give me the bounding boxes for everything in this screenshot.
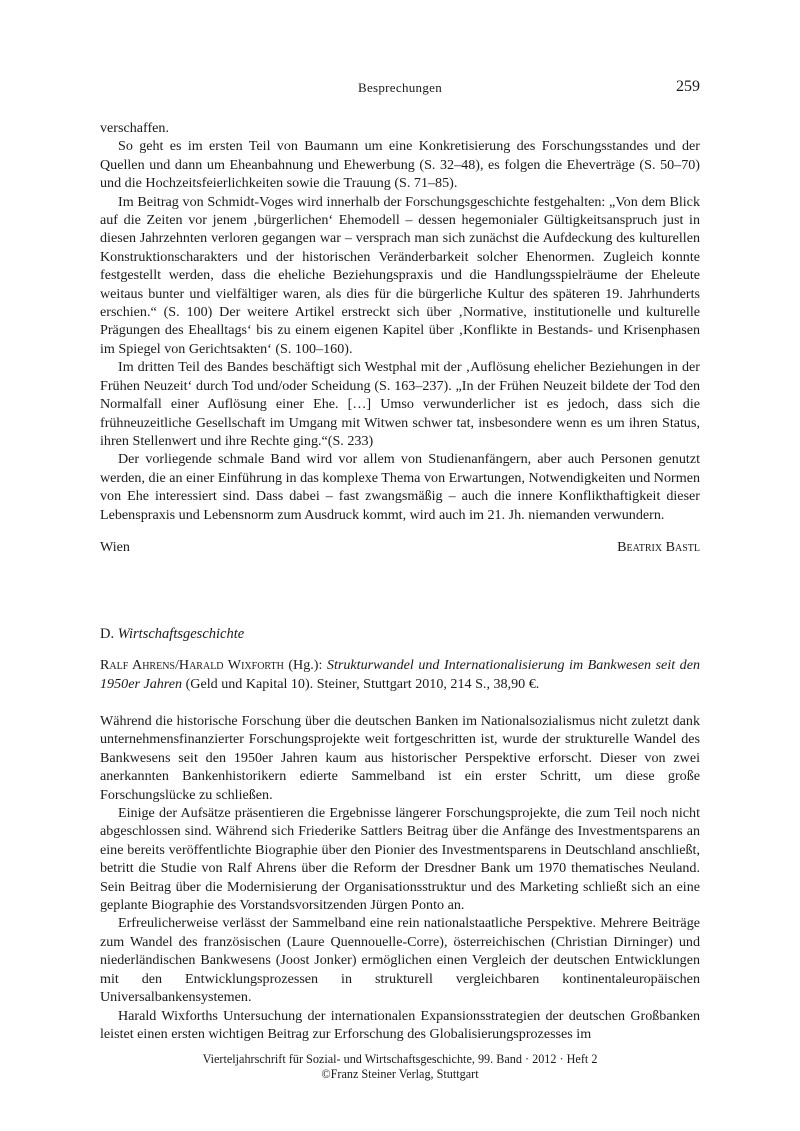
section-prefix: D. xyxy=(100,626,115,642)
review-body-previous xyxy=(100,119,700,524)
paragraph: Der vorliegende schmale Band wird vor allem von Studienanfängern, aber auch Personen genutzt werden, die an einer Einführung in das komplexe Thema von Erwartungen, Notwendigkeiten und Normen von Ehe interessiert sind. Dass dabei – fast zwangsmäßig – auch die innere Konflikthaftigkeit dieser Lebenspraxis und Lebensnorm zum Ausdruck kommt, wird auch im 21. Jh. niemanden verwundern. xyxy=(100,451,700,523)
signoff-author: Beatrix Bastl xyxy=(617,539,700,555)
running-title: Besprechungen xyxy=(357,80,443,95)
section-title: Wirtschaftsgeschichte xyxy=(117,626,245,642)
book-title: Strukturwandel und Internationalisierung im Bankwesen seit den 1950er Jahren xyxy=(100,657,701,692)
paragraph: Harald Wixforths Untersuchung der internationalen Expansionsstrategien der deutschen Großbanken leistet einen ersten wichtigen Beitrag zur Erforschung des Globalisierungsprozesses im xyxy=(100,1007,700,1042)
paragraph: Im dritten Teil des Bandes beschäftigt sich Westphal mit der ‚Auflösung ehelicher Beziehungen in der Frühen Neuzeit‘ durch Tod und/oder Scheidung (S. 163–237). „In der Frühen Neuzeit bildete der Tod den Normalfall einer Auflösung einer Ehe. […] Umso verwunderlicher ist es jedoch, dass sich die frühneuzeitliche Gesellschaft im Umgang mit Witwen schwer tat, insbesondere wenn es um ihren Status, ihren Stellenwert und ihre Rechte ging.“(S. 233) xyxy=(100,359,700,449)
review-body xyxy=(100,712,700,1043)
book-details: (Geld und Kapital 10). Steiner, Stuttgart 2010, 214 S., 38,90 €. xyxy=(182,675,540,692)
paragraph: Während die historische Forschung über die deutschen Banken im Nationalsozialismus nicht zuletzt dank unternehmensfinanzierter Forschungsprojekte weit fortgeschritten ist, wurde der strukturelle Wandel des Bankwesens seit den 1950er Jahren kaum aus historischer Perspektive erforscht. Dieser von zwei anerkannten Bankenhistorikern edierte Sammelband ist ein erster Schritt, um diese große Forschungslücke zu schließen. xyxy=(100,713,700,803)
paragraph: verschaffen. xyxy=(100,120,169,136)
footer-journal: Vierteljahrschrift für Sozial- und Wirtschaftsgeschichte, 99. Band · 2012 · Heft 2 xyxy=(202,1052,598,1066)
section-heading xyxy=(100,626,244,643)
footer-publisher: ©Franz Steiner Verlag, Stuttgart xyxy=(321,1067,479,1081)
paragraph: Im Beitrag von Schmidt-Voges wird innerhalb der Forschungsgeschichte festgehalten: „Von dem Blick auf die Zeiten vor jenem ‚bürgerlichen‘ Ehemodell – dessen hegemonialer Gültigkeitsanspruch just in diesen Jahrzehnten verloren gegangen war – versprach man sich zunächst die Aufdeckung des kulturellen Konstruktionscharakters und der historischen Veränderbarkeit solcher Ehenormen. Zugleich konnte festgestellt werden, dass die eheliche Beziehungspraxis und die Handlungsspielräume der Eheleute weitaus bunter und vielfältiger waren, als dies für die bürgerliche Kultur des späteren 19. Jahrhunderts erschien.“ (S. 100) Der weitere Artikel erstreckt sich über ‚Normative, institutionelle und kulturelle Prägungen des Ehealltags‘ bis zu einem eigenen Kapitel über ‚Konflikte in Bestands- und Krisenphasen im Spiegel von Gerichtsakten‘ (S. 100–160). xyxy=(100,193,700,357)
page-number: 259 xyxy=(676,78,700,95)
paragraph: Einige der Aufsätze präsentieren die Ergebnisse längerer Forschungsprojekte, die zum Teil noch nicht abgeschlossen sind. Während sich Friederike Sattlers Beitrag über die Anfänge des Investmentsparens an eine bereits veröffentlichte Biographie über den Pionier des Investmentsparens in Deutschland anschließt, betritt die Studie von Ralf Ahrens über die Reform der Dresdner Bank um 1970 thematisches Neuland. Sein Beitrag über die Modernisierung der Organisationsstruktur und des Marketing schließt sich an eine geplante Biographie des Vorstandsvorsitzenden Jürgen Ponto an. xyxy=(100,805,700,914)
book-reference xyxy=(100,656,700,693)
book-authors: Ralf Ahrens/Harald Wixforth xyxy=(100,657,284,673)
paragraph: Erfreulicherweise verlässt der Sammelband eine rein nationalstaatliche Perspektive. Mehrere Beiträge zum Wandel des französischen (Laure Quennouelle-Corre), österreichischen (Christian Dirninger) und niederländischen Bankwesens (Joost Jonker) ermöglichen einen Vergleich der deutschen Entwicklungen mit den Entwicklungsprozessen in strukturell vergleichbaren kontinentaleuropäischen Universalbankensystemen. xyxy=(100,915,700,1006)
signoff-place: Wien xyxy=(100,539,130,555)
paragraph: So geht es im ersten Teil von Baumann um eine Konkretisierung des Forschungsstandes und der Quellen und dann um Eheanbahnung und Ehewerbung (S. 32–48), es folgen die Eheverträge (S. 50–70) und die Hochzeitsfeierlichkeiten sowie die Trauung (S. 71–85). xyxy=(100,138,700,192)
book-editor-note: (Hg.): xyxy=(283,657,327,673)
page-footer xyxy=(100,1052,700,1082)
